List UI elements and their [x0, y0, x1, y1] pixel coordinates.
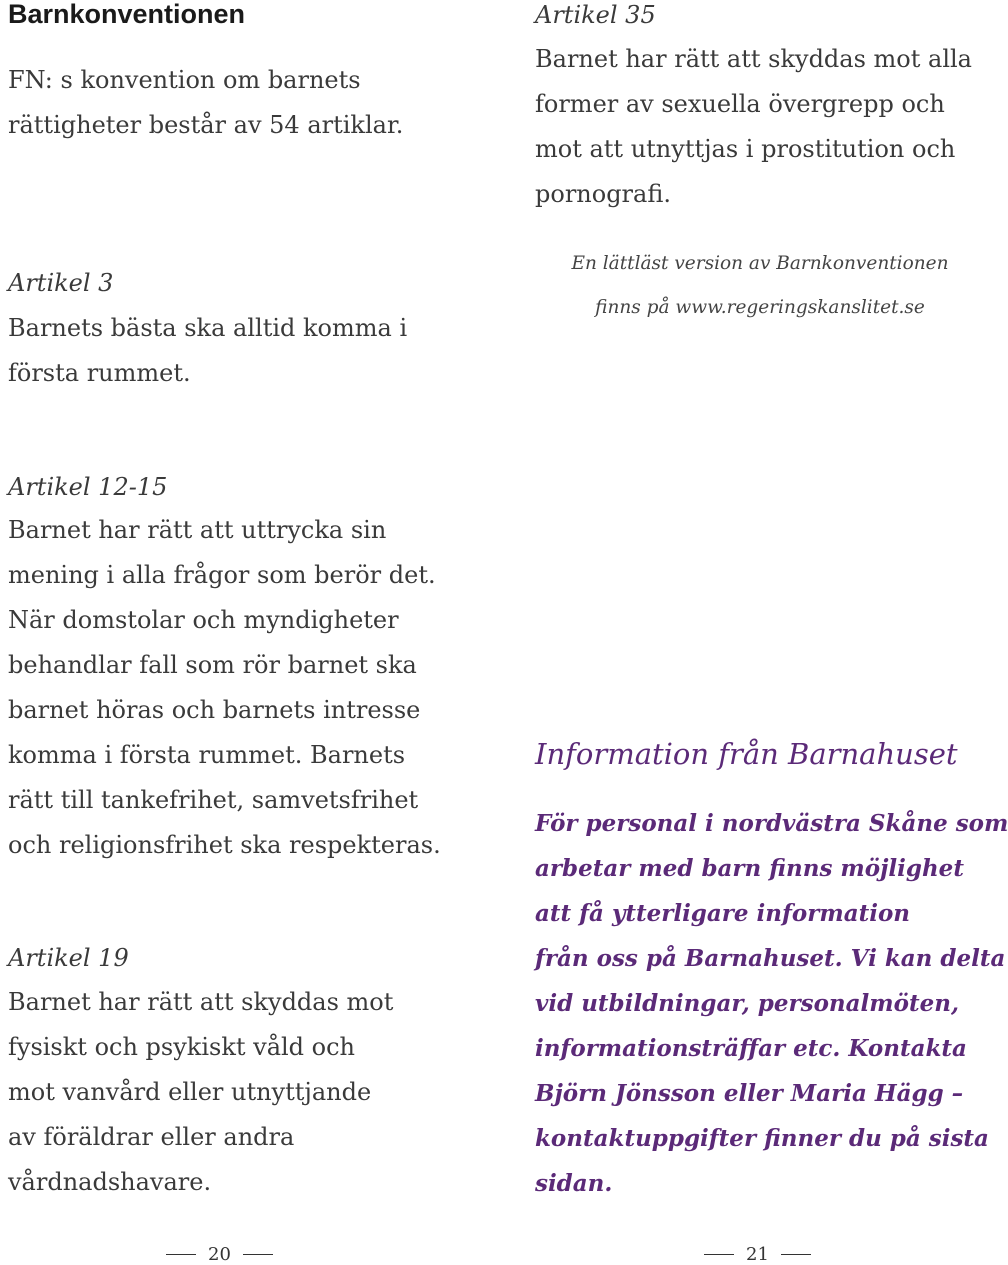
dash-decoration [166, 1254, 196, 1256]
easy-read-note [560, 242, 960, 330]
article-12-15-line: och religionsfrihet ska respekteras. [8, 831, 441, 859]
article-35-text [535, 37, 972, 217]
article-12-15-line: rätt till tankefrihet, samvetsfrihet [8, 786, 419, 814]
intro-line: FN: s konvention om barnets [8, 66, 361, 94]
article-19-text [8, 980, 393, 1205]
article-12-15-line: Barnet har rätt att uttrycka sin [8, 516, 387, 544]
article-19-line: fysiskt och psykiskt våld och [8, 1033, 356, 1061]
article-12-15-line: komma i första rummet. Barnets [8, 741, 406, 769]
info-line: från oss på Barnahuset. Vi kan delta [535, 945, 1006, 972]
info-text [535, 801, 1008, 1206]
easy-read-note-line: finns på www.regeringskanslitet.se [595, 297, 925, 318]
page-title: Barnkonventionen [8, 0, 246, 29]
article-12-15-line: mening i alla frågor som berör det. [8, 561, 436, 589]
article-12-15-line: När domstolar och myndigheter [8, 606, 399, 634]
intro-paragraph [8, 58, 403, 148]
dash-decoration [704, 1254, 734, 1256]
info-line: För personal i nordvästra Skåne som [535, 810, 1008, 837]
intro-line: rättigheter består av 54 artiklar. [8, 111, 404, 139]
info-line: informationsträffar etc. Kontakta [535, 1035, 967, 1062]
article-3-title: Artikel 3 [8, 269, 114, 297]
info-line: Björn Jönsson eller Maria Hägg – [535, 1080, 964, 1107]
article-3-line: Barnets bästa ska alltid komma i [8, 314, 408, 342]
info-line: sidan. [535, 1170, 613, 1197]
article-35-line: mot att utnyttjas i prostitution och [535, 135, 956, 163]
dash-decoration [781, 1254, 811, 1256]
info-line: arbetar med barn finns möjlighet [535, 855, 964, 882]
info-title: Information från Barnahuset [535, 737, 958, 771]
article-12-15-title: Artikel 12-15 [8, 473, 168, 501]
article-35-title: Artikel 35 [535, 1, 656, 29]
info-line: att få ytterligare information [535, 900, 911, 927]
page-number-left-value: 20 [208, 1244, 231, 1265]
article-3-line: första rummet. [8, 359, 191, 387]
article-19-line: Barnet har rätt att skyddas mot [8, 988, 394, 1016]
info-line: kontaktuppgifter finner du på sista [535, 1125, 989, 1152]
article-3-text [8, 306, 407, 396]
article-19-title: Artikel 19 [8, 944, 129, 972]
easy-read-note-line: En lättläst version av Barnkonventionen [571, 253, 949, 274]
article-35-line: pornografi. [535, 180, 671, 208]
article-12-15-text [8, 508, 441, 868]
page-number-left [166, 1244, 273, 1265]
article-12-15-line: barnet höras och barnets intresse [8, 696, 421, 724]
article-12-15-line: behandlar fall som rör barnet ska [8, 651, 417, 679]
article-35-line: former av sexuella övergrepp och [535, 90, 945, 118]
article-19-line: av föräldrar eller andra [8, 1123, 295, 1151]
dash-decoration [243, 1254, 273, 1256]
article-19-line: mot vanvård eller utnyttjande [8, 1078, 372, 1106]
article-19-line: vårdnadshavare. [8, 1168, 212, 1196]
info-line: vid utbildningar, personalmöten, [535, 990, 959, 1017]
article-35-line: Barnet har rätt att skyddas mot alla [535, 45, 972, 73]
page-number-right-value: 21 [746, 1244, 769, 1265]
page-number-right [704, 1244, 811, 1265]
